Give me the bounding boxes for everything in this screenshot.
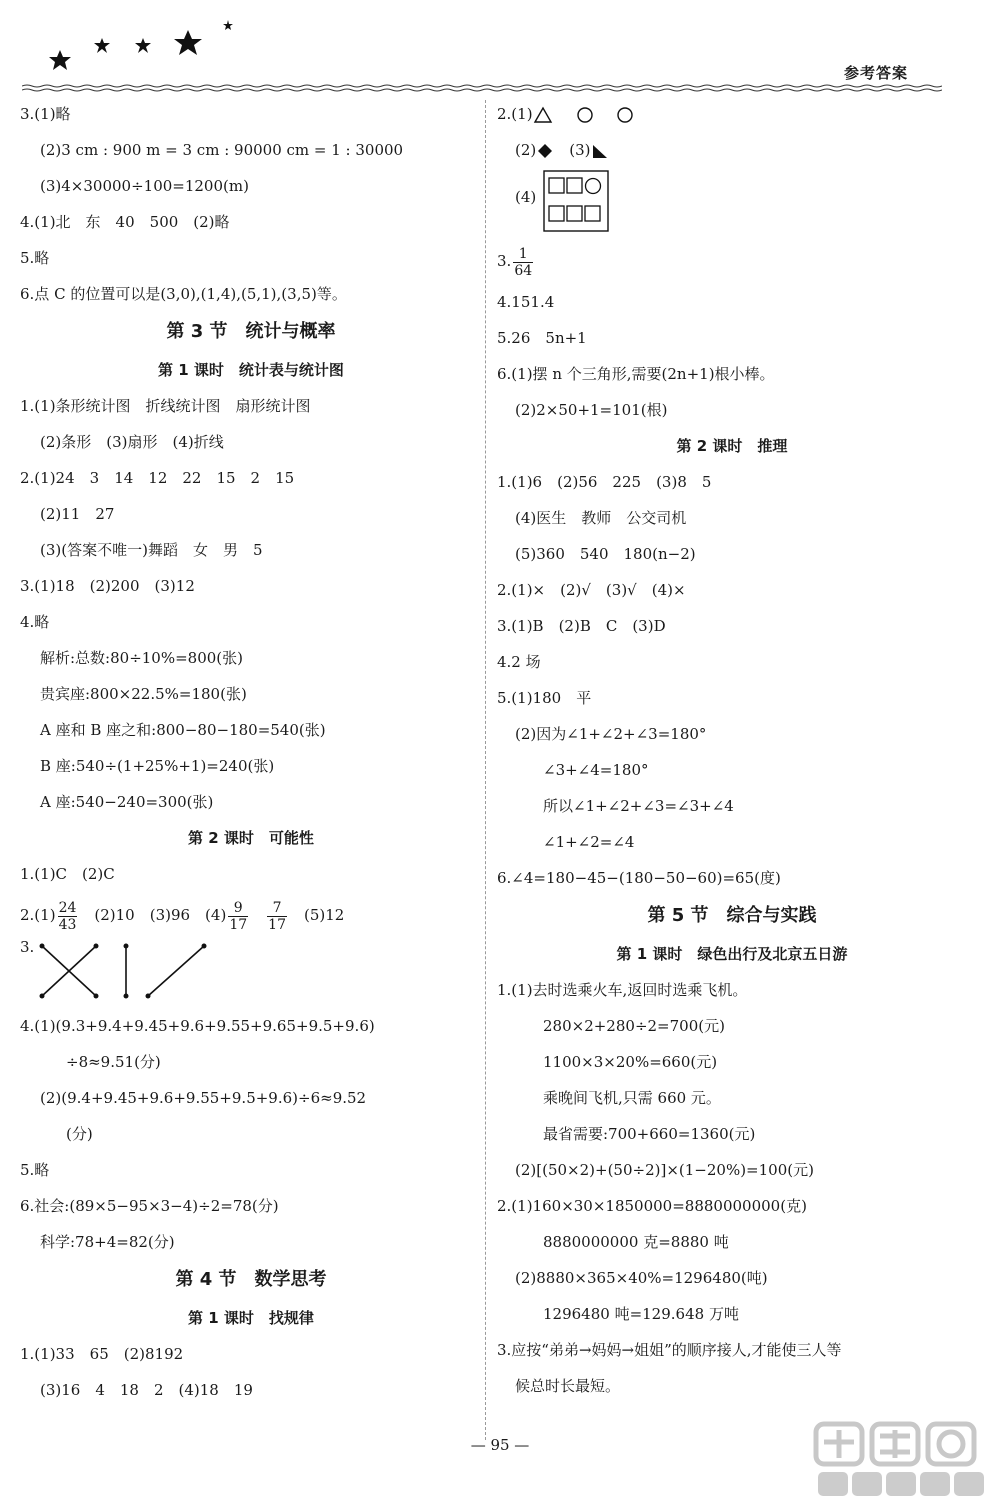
circle-icon: [618, 108, 632, 122]
header-rule: [22, 84, 942, 92]
answer-line-shapes: [497, 132, 967, 168]
fraction: [267, 900, 287, 933]
answer-line: 5.26 5n+1: [497, 329, 587, 347]
square-icon: [567, 178, 582, 193]
answer-line: 最省需要:700+660=1360(元): [543, 1125, 756, 1143]
circle-icon: [586, 179, 601, 194]
page-number: — 95 —: [470, 1436, 530, 1454]
answer-line: B 座:540÷(1+25%+1)=240(张): [40, 757, 275, 775]
answer-line: (2)(9.4+9.45+9.6+9.55+9.5+9.6)÷6≈9.52: [40, 1089, 367, 1107]
lesson-heading: 第 1 课时 找规律: [188, 1309, 314, 1327]
fraction-numerator: 9: [228, 900, 248, 917]
answer-line: 6.(1)摆 n 个三角形,需要(2n+1)根小棒。: [497, 365, 775, 383]
answer-line: 1.(1)C (2)C: [20, 865, 115, 883]
right-triangle-icon: [591, 142, 609, 160]
answer-line: 2.(1)24 3 14 12 22 15 2 15: [20, 469, 295, 487]
answer-text: [250, 906, 265, 924]
square-icon: [549, 206, 564, 221]
answer-line: 280×2+280÷2=700(元): [543, 1017, 725, 1035]
answer-label: (3): [554, 141, 591, 159]
answer-line: 6.社会:(89×5−95×3−4)÷2=78(分): [20, 1197, 279, 1215]
fraction-denominator: 17: [229, 916, 248, 933]
answer-line: 1.(1)条形统计图 折线统计图 扇形统计图: [20, 397, 311, 415]
answer-line: 科学:78+4=82(分): [40, 1233, 175, 1251]
answer-line-grid: [497, 168, 967, 238]
answer-line: 4.2 场: [497, 653, 541, 671]
answer-line: 5.(1)180 平: [497, 689, 592, 707]
answer-line: 候总时长最短。: [515, 1377, 621, 1395]
answer-line: (2)8880×365×40%=1296480(吨): [515, 1269, 768, 1287]
fraction: [513, 246, 533, 279]
answer-line: 3.(1)略: [20, 105, 71, 123]
answer-line: 6.∠4=180−45−(180−50−60)=65(度): [497, 869, 781, 887]
answer-line: 5.略: [20, 1161, 50, 1179]
section-heading: 第 4 节 数学思考: [175, 1269, 327, 1290]
answer-text: (5)12: [288, 906, 345, 924]
line-endpoint: [146, 994, 151, 999]
line-endpoint: [124, 944, 129, 949]
diamond-icon: [536, 142, 554, 160]
answer-text: 2.(1): [20, 906, 56, 924]
answer-label: 2.(1): [497, 105, 533, 123]
answer-line: (2)条形 (3)扇形 (4)折线: [40, 433, 224, 451]
answer-label: 3.: [20, 938, 35, 956]
square-icon: [585, 206, 600, 221]
answer-line: 4.略: [20, 613, 50, 631]
shape-grid-drawing: [543, 170, 609, 232]
answer-line: 3.(1)18 (2)200 (3)12: [20, 577, 195, 595]
answer-line: (4)医生 教师 公交司机: [515, 509, 687, 527]
answer-line: (2)[(50×2)+(50÷2)]×(1−20%)=100(元): [515, 1161, 814, 1179]
answer-line: 4.151.4: [497, 293, 555, 311]
fraction-numerator: 7: [267, 900, 287, 917]
answer-line: 8880000000 克=8880 吨: [543, 1233, 729, 1251]
answer-line: (2)2×50+1=101(根): [515, 401, 668, 419]
answer-line: ÷8≈9.51(分): [66, 1053, 161, 1071]
fraction-denominator: 43: [58, 916, 77, 933]
answer-line: A 座和 B 座之和:800−80−180=540(张): [40, 721, 326, 739]
answer-line-fraction: [20, 892, 482, 938]
answer-line: 2.(1)× (2)√ (3)√ (4)×: [497, 581, 686, 599]
fraction-numerator: 1: [513, 246, 533, 263]
answer-line: 1.(1)6 (2)56 225 (3)8 5: [497, 473, 712, 491]
fraction-denominator: 64: [514, 262, 533, 279]
answer-line-shapes: [497, 96, 967, 132]
answer-line: 乘晚间飞机,只需 660 元。: [543, 1089, 721, 1107]
answer-line: (3)16 4 18 2 (4)18 19: [40, 1381, 253, 1399]
answer-line: (2)11 27: [40, 505, 115, 523]
lesson-heading: 第 1 课时 绿色出行及北京五日游: [616, 945, 848, 963]
fraction-denominator: 17: [268, 916, 286, 933]
answer-line: 6.点 C 的位置可以是(3,0),(1,4),(5,1),(3,5)等。: [20, 285, 347, 303]
answer-text: 3.: [497, 252, 512, 270]
answer-line-drawing: [20, 938, 482, 1008]
fraction: [58, 900, 78, 933]
decorative-stars-icon: [40, 14, 260, 74]
answer-line: (3)(答案不唯一)舞蹈 女 男 5: [40, 541, 263, 559]
answer-line: A 座:540−240=300(张): [40, 793, 214, 811]
line-endpoint: [124, 994, 129, 999]
answer-line: 1296480 吨=129.648 万吨: [543, 1305, 739, 1323]
answer-label: (2): [515, 141, 537, 159]
triangle-icon: [535, 108, 551, 122]
answer-line: (2)因为∠1+∠2+∠3=180°: [515, 725, 707, 743]
answer-line-fraction: [497, 238, 967, 284]
answer-line: 2.(1)160×30×1850000=8880000000(克): [497, 1197, 807, 1215]
watermark-logo-icon: [800, 1418, 990, 1500]
answer-line: 解析:总数:80÷10%=800(张): [40, 649, 244, 667]
answer-line: 所以∠1+∠2+∠3=∠3+∠4: [543, 797, 734, 815]
answer-line: (3)4×30000÷100=1200(m): [40, 177, 249, 195]
answer-line: ∠1+∠2=∠4: [543, 833, 635, 851]
shape-sequence: [533, 105, 643, 125]
answer-line: (分): [66, 1125, 93, 1143]
line-endpoint: [94, 994, 99, 999]
answer-line: (5)360 540 180(n−2): [515, 545, 696, 563]
answer-line: 贵宾座:800×22.5%=180(张): [40, 685, 247, 703]
column-divider: [485, 100, 486, 1440]
header-title: 参考答案: [843, 64, 908, 82]
answer-line: 3.应按“弟弟→妈妈→姐姐”的顺序接人,才能使三人等: [497, 1341, 842, 1359]
matching-lines-drawing: [36, 938, 236, 1004]
fraction: [228, 900, 248, 933]
answer-label: (4): [515, 188, 537, 206]
answer-line: 5.略: [20, 249, 50, 267]
lesson-heading: 第 2 课时 可能性: [188, 829, 314, 847]
section-heading: 第 5 节 综合与实践: [647, 905, 817, 926]
answer-line: (2)3 cm : 900 m = 3 cm : 90000 cm = 1 : 30000: [40, 141, 404, 159]
fraction-numerator: 24: [58, 899, 77, 916]
matching-line: [148, 946, 204, 996]
answer-line: 3.(1)B (2)B C (3)D: [497, 617, 666, 635]
answer-line: ∠3+∠4=180°: [543, 761, 649, 779]
answer-text: (2)10 (3)96 (4): [79, 906, 227, 924]
answer-line: 4.(1)(9.3+9.4+9.45+9.6+9.55+9.65+9.5+9.6): [20, 1017, 375, 1035]
answer-line: 1100×3×20%=660(元): [543, 1053, 718, 1071]
lesson-heading: 第 1 课时 统计表与统计图: [158, 361, 344, 379]
line-endpoint: [40, 994, 45, 999]
section-heading: 第 3 节 统计与概率: [166, 321, 336, 342]
circle-icon: [578, 108, 592, 122]
square-icon: [549, 178, 564, 193]
line-endpoint: [94, 944, 99, 949]
line-endpoint: [202, 944, 207, 949]
answer-line: 1.(1)去时选乘火车,返回时选乘飞机。: [497, 981, 748, 999]
lesson-heading: 第 2 课时 推理: [676, 437, 788, 455]
answer-line: 4.(1)北 东 40 500 (2)略: [20, 213, 230, 231]
square-icon: [567, 206, 582, 221]
line-endpoint: [40, 944, 45, 949]
left-column: [20, 96, 482, 1408]
right-column: [497, 96, 967, 1404]
answer-line: 1.(1)33 65 (2)8192: [20, 1345, 184, 1363]
